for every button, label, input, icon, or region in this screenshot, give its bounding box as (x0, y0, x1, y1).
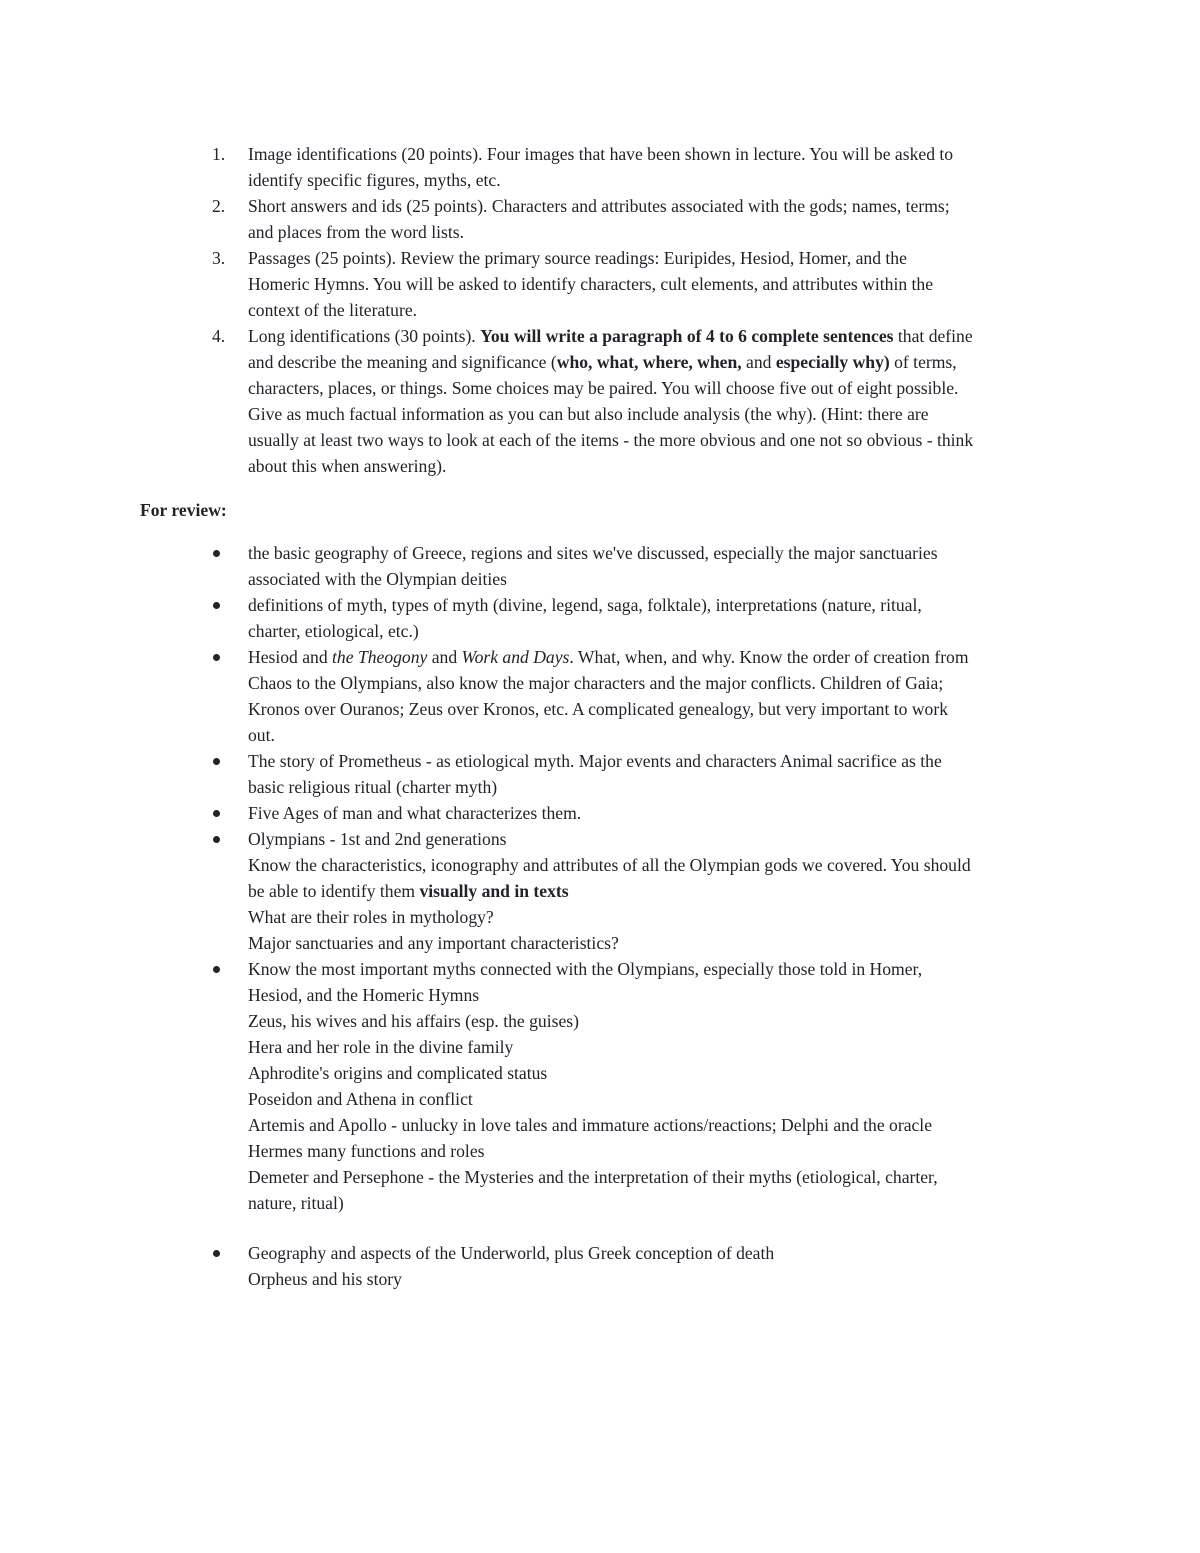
bullet-item-line: definitions of myth, types of myth (divine, legend, saga, folktale), interpretations (nature, ritual, (248, 595, 922, 615)
bullet-icon (213, 810, 220, 817)
text-run: Long identifications (30 points). (248, 326, 481, 346)
italic-title: the Theogony (332, 647, 428, 667)
text-run: and (741, 352, 776, 372)
list-item-line: Passages (25 points). Review the primary source readings: Euripides, Hesiod, Homer, and the (248, 248, 907, 268)
bullet-item-line: Know the characteristics, iconography and attributes of all the Olympian gods we covered. You should (248, 855, 971, 875)
list-marker: 2. (212, 196, 226, 216)
bullet-item-line: Know the most important myths connected with the Olympians, especially those told in Homer, (248, 959, 923, 979)
list-item-line: context of the literature. (248, 300, 418, 320)
bullet-item-line: Poseidon and Athena in conflict (248, 1089, 473, 1109)
list-item-line: Give as much factual information as you can but also include analysis (the why). (Hint: there are (248, 404, 929, 424)
bullet-item-line: Chaos to the Olympians, also know the major characters and the major conflicts. Children of Gaia; (248, 673, 944, 693)
bullet-item-line: The story of Prometheus - as etiological myth. Major events and characters Animal sacrifice as the (248, 751, 942, 771)
list-item-line: Short answers and ids (25 points). Characters and attributes associated with the gods; names, terms; (248, 196, 950, 216)
bullet-item-line: nature, ritual) (248, 1193, 344, 1213)
text-run: and describe the meaning and significance ( (248, 352, 557, 372)
bullet-item-line: Artemis and Apollo - unlucky in love tales and immature actions/reactions; Delphi and the oracle (248, 1115, 933, 1135)
list-item-line (248, 349, 957, 375)
bullet-item-line: Orpheus and his story (248, 1269, 402, 1289)
text-run: that define (893, 326, 973, 346)
bullet-icon (213, 966, 220, 973)
bullet-item-line: basic religious ritual (charter myth) (248, 777, 498, 797)
bullet-item-line: Demeter and Persephone - the Mysteries and the interpretation of their myths (etiological, charter, (248, 1167, 938, 1187)
bullet-item-line: the basic geography of Greece, regions and sites we've discussed, especially the major sanctuaries (248, 543, 938, 563)
bullet-item-line (248, 644, 969, 670)
bullet-item-line: Kronos over Ouranos; Zeus over Kronos, etc. A complicated genealogy, but very important to work (248, 699, 948, 719)
bullet-item-line: Aphrodite's origins and complicated status (248, 1063, 548, 1083)
bullet-icon (213, 602, 220, 609)
list-item-line: characters, places, or things. Some choices may be paired. You will choose five out of eight possible. (248, 378, 959, 398)
list-marker: 4. (212, 326, 226, 346)
bold-text-run: You will write a paragraph of 4 to 6 complete sentences (480, 326, 894, 346)
list-marker: 1. (212, 144, 226, 164)
bullet-item-line: What are their roles in mythology? (248, 907, 494, 927)
italic-title: Work and Days (461, 647, 570, 667)
list-item-line: Image identifications (20 points). Four images that have been shown in lecture. You will be asked to (248, 144, 954, 164)
bullet-item-line: associated with the Olympian deities (248, 569, 507, 589)
bullet-item-line: Five Ages of man and what characterizes them. (248, 803, 582, 823)
review-heading: For review: (140, 500, 227, 520)
bullet-item-line (248, 878, 569, 904)
bullet-item-line: Major sanctuaries and any important characteristics? (248, 933, 619, 953)
text-run: be able to identify them (248, 881, 420, 901)
bullet-item-line: Zeus, his wives and his affairs (esp. the guises) (248, 1011, 579, 1031)
bullet-item-line: Geography and aspects of the Underworld, plus Greek conception of death (248, 1243, 775, 1263)
list-item-line: Homeric Hymns. You will be asked to identify characters, cult elements, and attributes within the (248, 274, 934, 294)
list-item-line: and places from the word lists. (248, 222, 464, 242)
list-item-line (248, 323, 973, 349)
bold-text-run: who, what, where, when, (556, 352, 742, 372)
text-run: Hesiod and (248, 647, 333, 667)
list-item-line: about this when answering). (248, 456, 447, 476)
text-run: . What, when, and why. Know the order of creation from (569, 647, 969, 667)
bullet-item-line: out. (248, 725, 275, 745)
list-item-line: usually at least two ways to look at each of the items - the more obvious and one not so obvious - think (248, 430, 974, 450)
bullet-icon (213, 1250, 220, 1257)
list-marker: 3. (212, 248, 226, 268)
bullet-item-line: Hesiod, and the Homeric Hymns (248, 985, 480, 1005)
bold-text-run: visually and in texts (419, 881, 569, 901)
bullet-item-line: Hermes many functions and roles (248, 1141, 485, 1161)
bullet-icon (213, 654, 220, 661)
bullet-icon (213, 836, 220, 843)
list-item-line: identify specific figures, myths, etc. (248, 170, 501, 190)
bullet-item-line: Olympians - 1st and 2nd generations (248, 829, 507, 849)
bullet-icon (213, 550, 220, 557)
bold-text-run: especially why) (775, 352, 890, 372)
bullet-item-line: charter, etiological, etc.) (248, 621, 419, 641)
text-run: and (427, 647, 462, 667)
bullet-icon (213, 758, 220, 765)
text-run: of terms, (889, 352, 957, 372)
bullet-item-line: Hera and her role in the divine family (248, 1037, 514, 1057)
